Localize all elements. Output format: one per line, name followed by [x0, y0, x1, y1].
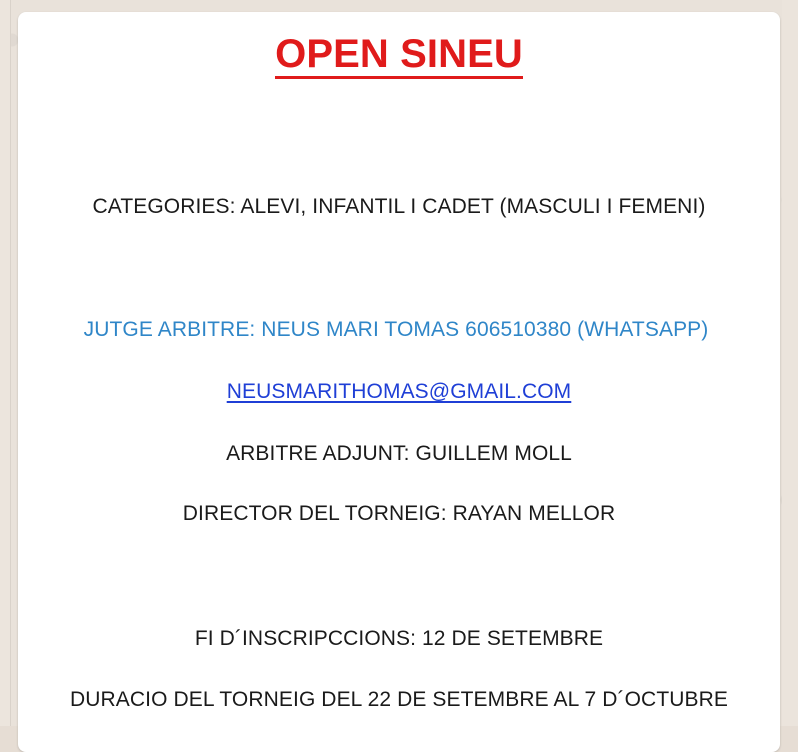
document-title: [18, 32, 780, 79]
message-bubble: [18, 12, 780, 752]
email-link[interactable]: NEUSMARITHOMAS@GMAIL.COM: [226, 380, 572, 403]
duracio-line: DURACIO DEL TORNEIG DEL 22 DE SETEMBRE AL 7 D´OCTUBRE: [69, 688, 728, 711]
jutge-arbitre-line: JUTGE ARBITRE: NEUS MARI TOMAS 606510380 (WHATSAPP): [83, 318, 709, 341]
chat-left-edge: [0, 0, 11, 726]
categories-line: CATEGORIES: ALEVI, INFANTIL I CADET (MASCULI I FEMENI): [92, 195, 706, 218]
chat-right-edge: [782, 0, 798, 726]
document-title-text: OPEN SINEU: [275, 32, 523, 79]
document-image: [18, 12, 780, 752]
fi-inscripcions-line: FI D´INSCRIPCCIONS: 12 DE SETEMBRE: [194, 627, 604, 650]
director-line: DIRECTOR DEL TORNEIG: RAYAN MELLOR: [182, 502, 616, 525]
arbitre-adjunt-line: ARBITRE ADJUNT: GUILLEM MOLL: [226, 442, 572, 465]
email-line: [18, 380, 780, 404]
